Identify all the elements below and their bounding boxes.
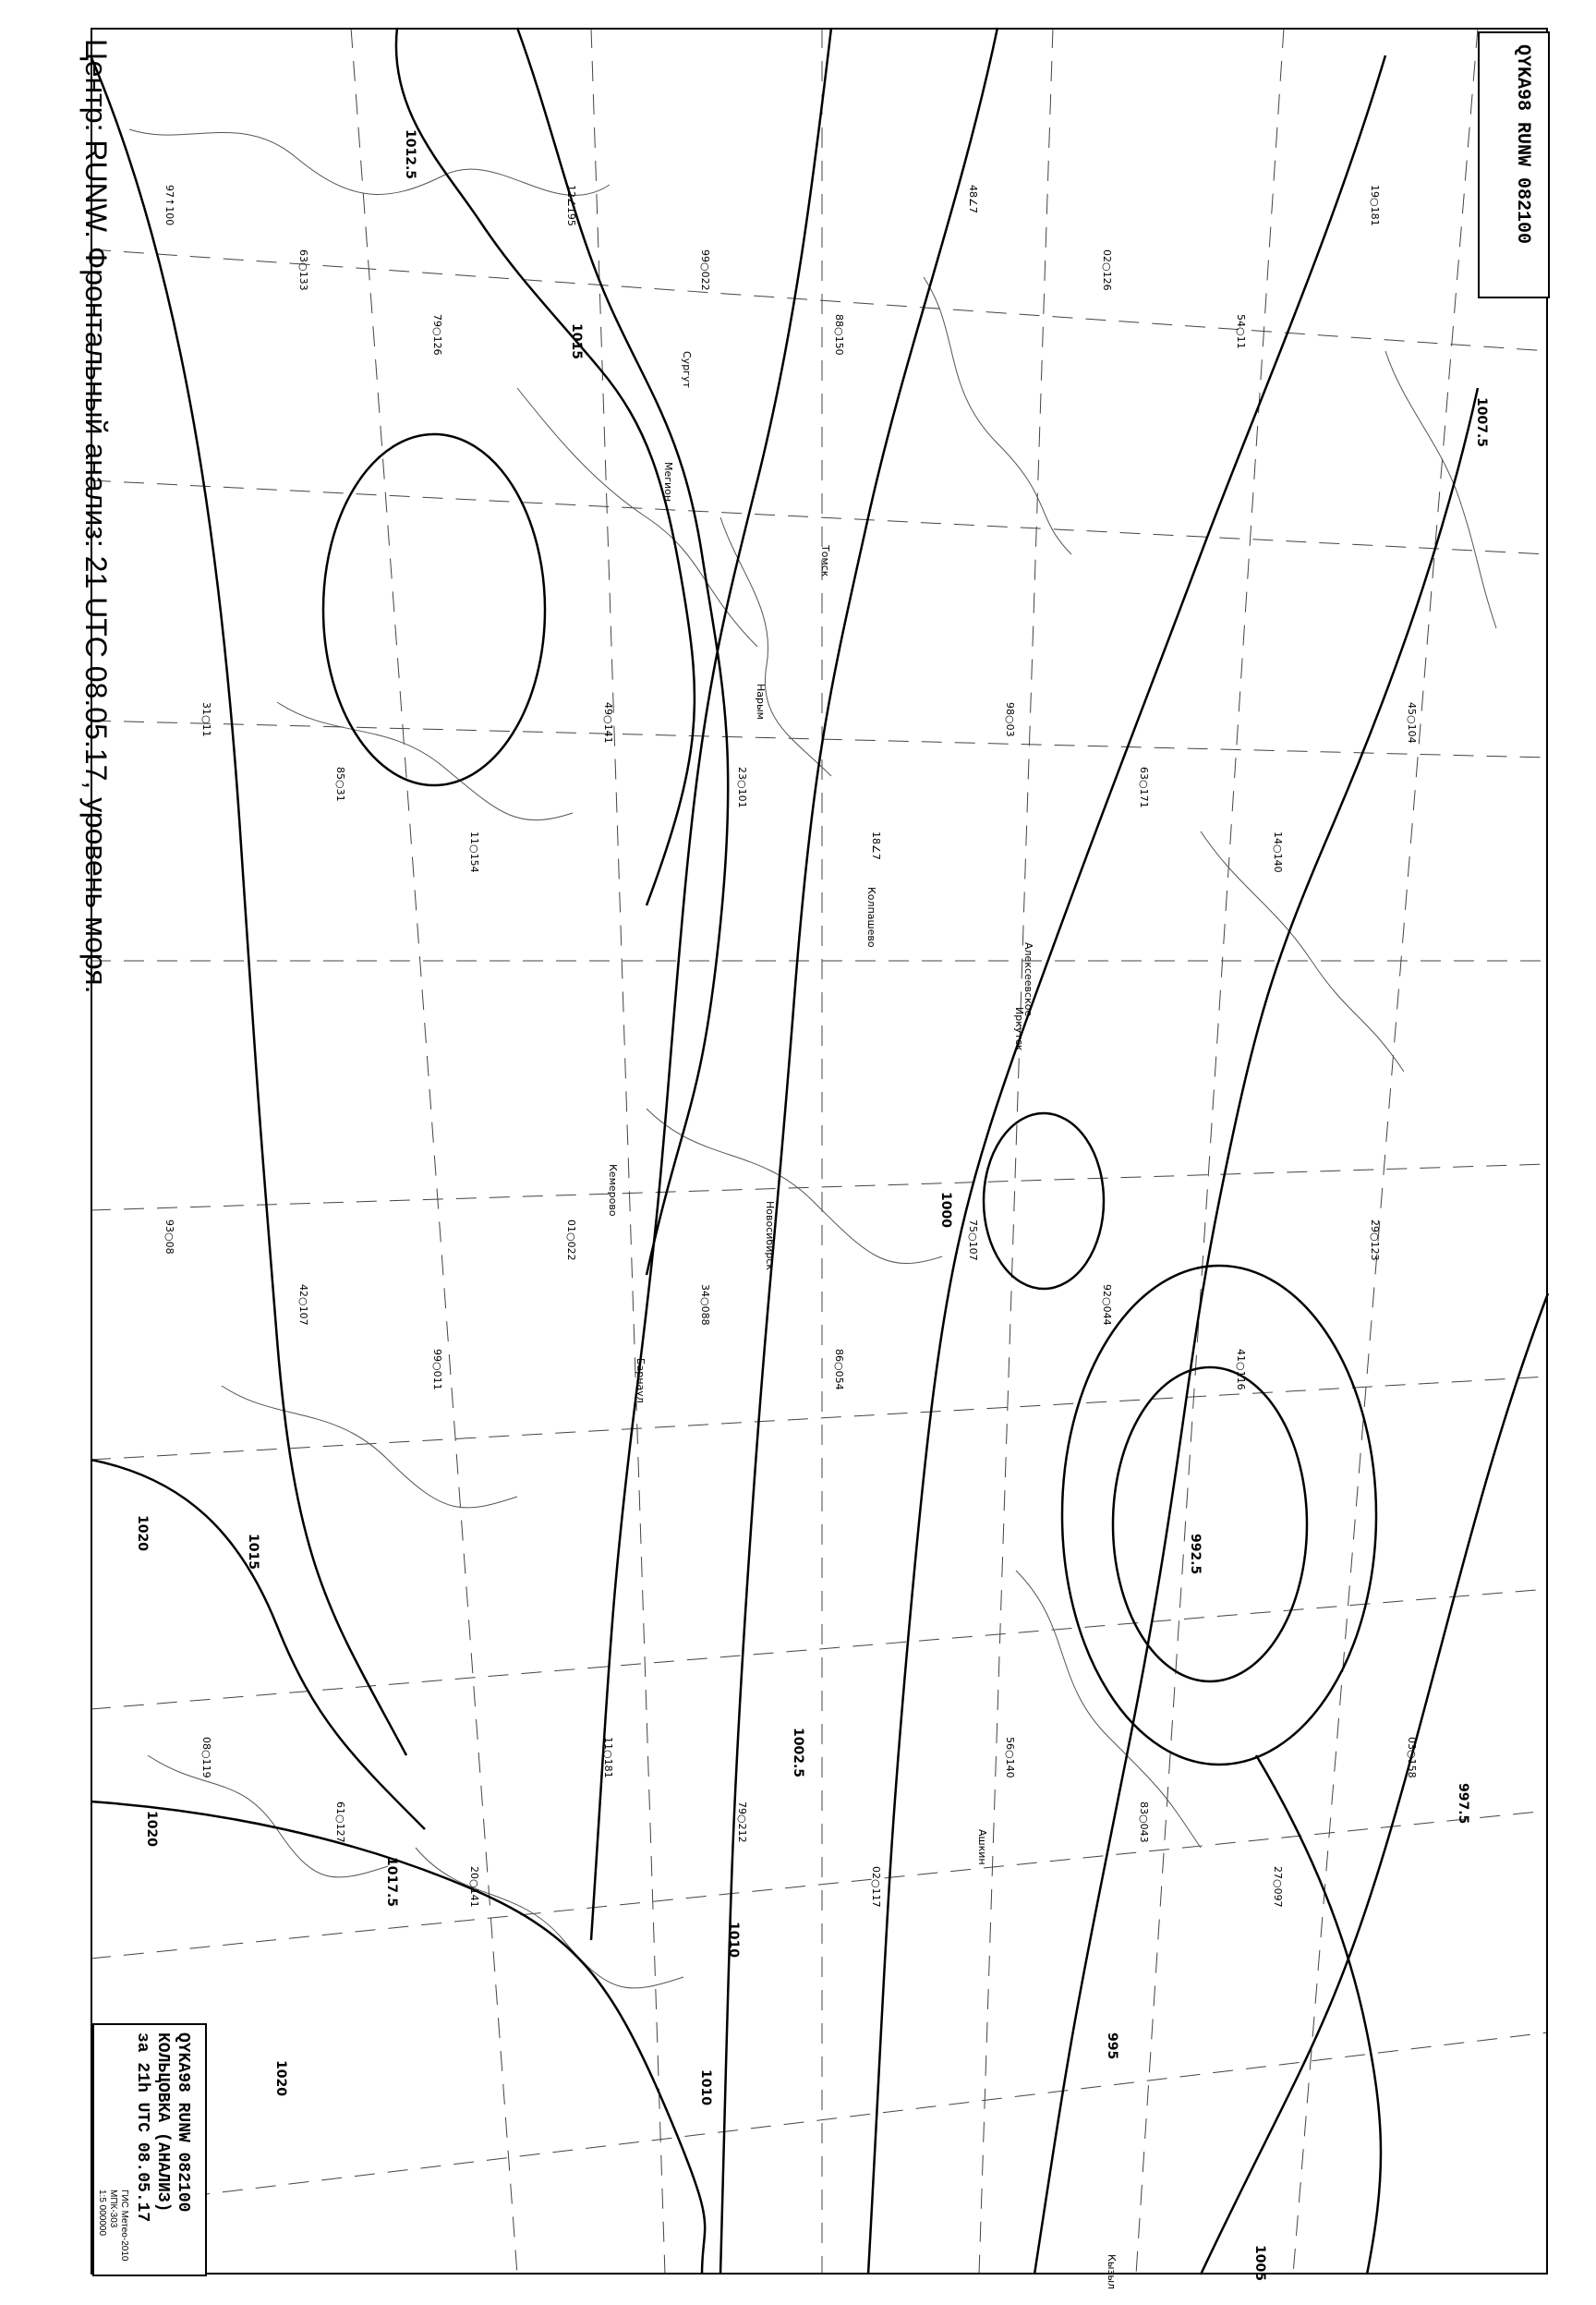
station-group: 98○03 <box>1004 702 1016 737</box>
station-group: 29○123 <box>1369 1219 1381 1261</box>
isobar-label: 1010 <box>698 2069 713 2105</box>
isobar-label: 992.5 <box>1188 1534 1203 1575</box>
station-group: 41○116 <box>1235 1349 1247 1390</box>
place-name: Ашкин <box>976 1829 988 1865</box>
station-group: 42○107 <box>297 1284 309 1326</box>
station-group: 27○097 <box>1272 1866 1284 1908</box>
isobar-label: 1002.5 <box>791 1728 805 1778</box>
station-group: 11○154 <box>468 831 480 873</box>
station-group: 03○158 <box>1406 1737 1418 1778</box>
isobar-label: 1020 <box>273 2060 288 2096</box>
isobar-label: 1010 <box>726 1922 741 1958</box>
station-group: 61○127 <box>334 1802 346 1843</box>
bottom-stamp-meta1: ГИС Метео-2010 <box>119 2190 129 2262</box>
place-name: Алексеевское <box>1022 942 1034 1017</box>
station-group: 79○126 <box>431 314 443 356</box>
station-group: 86○054 <box>833 1349 845 1390</box>
place-name: Барнаул <box>635 1358 647 1403</box>
station-group: 79○212 <box>736 1802 748 1843</box>
bottom-stamp-line1: QYKA98 RUNW 082100 <box>174 2032 192 2213</box>
place-name: Иркутск <box>1013 1007 1025 1051</box>
bottom-stamp-line2: КОЛЬЦОВКА (АНАЛИЗ) <box>153 2032 172 2213</box>
station-group: 63○133 <box>297 249 309 291</box>
bottom-stamp-meta2: МПК-303 <box>108 2190 118 2228</box>
isobar-label: 1015 <box>569 323 584 359</box>
station-group: 93○08 <box>163 1219 175 1255</box>
isobar-label: 1020 <box>144 1811 159 1847</box>
station-group: 12∠195 <box>565 185 577 226</box>
station-group: 88○150 <box>833 314 845 356</box>
map-frame <box>91 28 1548 2275</box>
place-name: Кемерово <box>607 1164 619 1217</box>
station-group: 34○088 <box>699 1284 711 1326</box>
station-group: 85○31 <box>334 767 346 802</box>
bottom-stamp-line3: за 21h UTC 08.05.17 <box>133 2032 151 2223</box>
station-group: 75○107 <box>967 1219 979 1261</box>
isobar-label: 1012.5 <box>403 129 417 180</box>
isobar-label: 1017.5 <box>384 1857 399 1908</box>
station-group: 02○117 <box>870 1866 882 1908</box>
isobar-label: 997.5 <box>1456 1783 1470 1825</box>
station-group: 49○141 <box>602 702 614 744</box>
station-group: 83○043 <box>1138 1802 1150 1843</box>
station-group: 01○022 <box>565 1219 577 1261</box>
station-group: 20○141 <box>468 1866 480 1908</box>
station-group: 99○022 <box>699 249 711 291</box>
map-title: Центр: RUNW. Фронтальный анализ: 21 UTC 08.05.17, уровень моря. <box>79 39 113 994</box>
station-group: 54○11 <box>1235 314 1247 349</box>
isobar-label: 1015 <box>246 1534 260 1570</box>
station-group: 92○044 <box>1101 1284 1113 1326</box>
bottom-stamp-meta3: 1:5 000000 <box>97 2190 107 2237</box>
station-group: 23○101 <box>736 767 748 808</box>
isobar-label: 1005 <box>1252 2245 1267 2281</box>
station-group: 08○119 <box>200 1737 212 1778</box>
station-group: 99○011 <box>431 1349 443 1390</box>
station-group: 02○126 <box>1101 249 1113 291</box>
place-name: Нарым <box>755 684 767 720</box>
station-group: 48∠7 <box>967 185 979 213</box>
place-name: Кызыл <box>1106 2254 1118 2290</box>
station-group: 56○140 <box>1004 1737 1016 1778</box>
isobar-label: 1000 <box>938 1192 953 1228</box>
station-group: 63○171 <box>1138 767 1150 808</box>
top-stamp-code: QYKA98 RUNW 082100 <box>1512 44 1533 245</box>
isobar-label: 1020 <box>135 1515 150 1551</box>
place-name: Мегион <box>662 462 674 503</box>
isobar-label: 995 <box>1105 2032 1119 2060</box>
place-name: Сургут <box>681 351 693 388</box>
station-group: 97↑100 <box>163 185 175 226</box>
place-name: Новосибирск <box>764 1201 776 1271</box>
station-group: 45○104 <box>1406 702 1418 744</box>
station-group: 18∠7 <box>870 831 882 860</box>
place-name: Томск <box>819 545 831 577</box>
isobar-label: 1007.5 <box>1474 397 1489 448</box>
station-group: 31○11 <box>200 702 212 737</box>
place-name: Колпашево <box>865 887 877 948</box>
station-group: 19○181 <box>1369 185 1381 226</box>
station-group: 14○140 <box>1272 831 1284 873</box>
station-group: 11○181 <box>602 1737 614 1778</box>
